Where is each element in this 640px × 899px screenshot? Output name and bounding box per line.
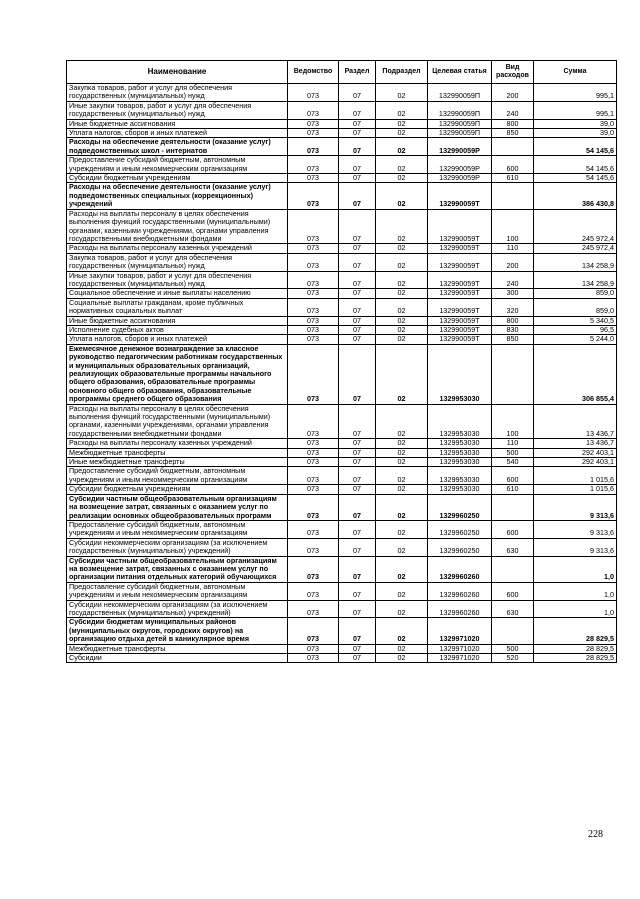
row-section: 07 bbox=[339, 448, 376, 457]
row-sum: 9 313,6 bbox=[534, 520, 617, 538]
row-section: 07 bbox=[339, 84, 376, 102]
row-target: 1329953030 bbox=[428, 467, 492, 485]
row-target: 132990059Т bbox=[428, 289, 492, 298]
row-subsection: 02 bbox=[376, 174, 428, 183]
row-section: 07 bbox=[339, 600, 376, 618]
row-sum: 28 829,5 bbox=[534, 644, 617, 653]
row-dept: 073 bbox=[288, 244, 339, 253]
row-dept: 073 bbox=[288, 101, 339, 119]
row-name: Субсидии частным общеобразовательным организациям на возмещение затрат, связанных с оказанием услуг по реализации основных общеобразовательных программ bbox=[67, 494, 288, 520]
header-section: Раздел bbox=[339, 61, 376, 84]
row-exptype: 600 bbox=[492, 156, 534, 174]
header-name: Наименование bbox=[67, 61, 288, 84]
row-target: 1329960260 bbox=[428, 600, 492, 618]
row-subsection: 02 bbox=[376, 644, 428, 653]
row-sum: 306 855,4 bbox=[534, 344, 617, 404]
row-dept: 073 bbox=[288, 183, 339, 209]
row-sum: 39,0 bbox=[534, 119, 617, 128]
row-exptype: 100 bbox=[492, 404, 534, 439]
row-target: 132990059Т bbox=[428, 253, 492, 271]
row-subsection: 02 bbox=[376, 129, 428, 138]
row-subsection: 02 bbox=[376, 582, 428, 600]
row-exptype: 630 bbox=[492, 538, 534, 556]
row-section: 07 bbox=[339, 439, 376, 448]
row-subsection: 02 bbox=[376, 520, 428, 538]
row-name: Расходы на выплаты персоналу в целях обеспечения выполнения функций государственными (муниципальными) органами, казенными учреждениями, органами управления государственными внебюджетными фондами bbox=[67, 209, 288, 244]
row-subsection: 02 bbox=[376, 600, 428, 618]
row-target: 1329960250 bbox=[428, 494, 492, 520]
row-target: 132990059Т bbox=[428, 271, 492, 289]
row-dept: 073 bbox=[288, 600, 339, 618]
table-row bbox=[67, 289, 617, 298]
row-section: 07 bbox=[339, 129, 376, 138]
row-exptype: 110 bbox=[492, 244, 534, 253]
header-sum: Сумма bbox=[534, 61, 617, 84]
row-dept: 073 bbox=[288, 119, 339, 128]
row-sum: 134 258,9 bbox=[534, 271, 617, 289]
row-subsection: 02 bbox=[376, 244, 428, 253]
row-sum: 859,0 bbox=[534, 298, 617, 316]
row-exptype: 240 bbox=[492, 101, 534, 119]
row-exptype: 600 bbox=[492, 467, 534, 485]
row-target: 132990059Т bbox=[428, 183, 492, 209]
row-sum: 995,1 bbox=[534, 101, 617, 119]
row-dept: 073 bbox=[288, 253, 339, 271]
table-row bbox=[67, 138, 617, 156]
row-sum: 386 430,8 bbox=[534, 183, 617, 209]
row-section: 07 bbox=[339, 138, 376, 156]
row-section: 07 bbox=[339, 298, 376, 316]
row-dept: 073 bbox=[288, 458, 339, 467]
row-exptype: 800 bbox=[492, 316, 534, 325]
row-section: 07 bbox=[339, 289, 376, 298]
row-name: Иные закупки товаров, работ и услуг для обеспечения государственных (муниципальных) нужд bbox=[67, 271, 288, 289]
row-sum: 54 145,6 bbox=[534, 138, 617, 156]
table-row bbox=[67, 644, 617, 653]
row-name: Иные бюджетные ассигнования bbox=[67, 119, 288, 128]
row-dept: 073 bbox=[288, 138, 339, 156]
row-dept: 073 bbox=[288, 644, 339, 653]
table-row bbox=[67, 129, 617, 138]
row-target: 132990059Т bbox=[428, 298, 492, 316]
row-section: 07 bbox=[339, 467, 376, 485]
row-section: 07 bbox=[339, 458, 376, 467]
row-target: 132990059Р bbox=[428, 174, 492, 183]
row-exptype: 500 bbox=[492, 644, 534, 653]
row-section: 07 bbox=[339, 101, 376, 119]
row-exptype: 800 bbox=[492, 119, 534, 128]
row-exptype: 500 bbox=[492, 448, 534, 457]
row-subsection: 02 bbox=[376, 458, 428, 467]
row-sum: 134 258,9 bbox=[534, 253, 617, 271]
header-subsection: Подраздел bbox=[376, 61, 428, 84]
table-row bbox=[67, 174, 617, 183]
row-section: 07 bbox=[339, 494, 376, 520]
row-exptype: 110 bbox=[492, 439, 534, 448]
row-dept: 073 bbox=[288, 271, 339, 289]
table-row bbox=[67, 654, 617, 663]
row-subsection: 02 bbox=[376, 494, 428, 520]
row-target: 132990059Т bbox=[428, 325, 492, 334]
row-dept: 073 bbox=[288, 298, 339, 316]
row-subsection: 02 bbox=[376, 316, 428, 325]
table-row bbox=[67, 404, 617, 439]
row-name: Предоставление субсидий бюджетным, автономным учреждениям и иным некоммерческим организациям bbox=[67, 156, 288, 174]
table-row bbox=[67, 467, 617, 485]
row-sum: 292 403,1 bbox=[534, 448, 617, 457]
row-section: 07 bbox=[339, 618, 376, 644]
row-subsection: 02 bbox=[376, 335, 428, 344]
row-dept: 073 bbox=[288, 209, 339, 244]
row-target: 132990059Т bbox=[428, 209, 492, 244]
row-section: 07 bbox=[339, 174, 376, 183]
row-exptype bbox=[492, 344, 534, 404]
row-sum: 1 015,6 bbox=[534, 467, 617, 485]
row-target: 132990059П bbox=[428, 119, 492, 128]
row-section: 07 bbox=[339, 654, 376, 663]
row-name: Социальные выплаты гражданам, кроме публичных нормативных социальных выплат bbox=[67, 298, 288, 316]
row-subsection: 02 bbox=[376, 439, 428, 448]
row-name: Межбюджетные трансферты bbox=[67, 644, 288, 653]
row-target: 1329960260 bbox=[428, 582, 492, 600]
row-name: Расходы на выплаты персоналу казенных учреждений bbox=[67, 439, 288, 448]
row-target: 1329971020 bbox=[428, 644, 492, 653]
row-name: Предоставление субсидий бюджетным, автономным учреждениям и иным некоммерческим организациям bbox=[67, 582, 288, 600]
row-name: Субсидии bbox=[67, 654, 288, 663]
row-exptype: 630 bbox=[492, 600, 534, 618]
row-sum: 245 972,4 bbox=[534, 244, 617, 253]
row-exptype: 100 bbox=[492, 209, 534, 244]
row-sum: 13 436,7 bbox=[534, 404, 617, 439]
row-dept: 073 bbox=[288, 174, 339, 183]
row-dept: 073 bbox=[288, 439, 339, 448]
row-sum: 9 313,6 bbox=[534, 494, 617, 520]
row-subsection: 02 bbox=[376, 138, 428, 156]
header-dept: Ведомство bbox=[288, 61, 339, 84]
row-sum: 54 145,6 bbox=[534, 156, 617, 174]
row-name: Субсидии бюджетным учреждениям bbox=[67, 174, 288, 183]
row-dept: 073 bbox=[288, 485, 339, 494]
row-target: 132990059Т bbox=[428, 335, 492, 344]
row-target: 1329953030 bbox=[428, 344, 492, 404]
row-dept: 073 bbox=[288, 448, 339, 457]
row-section: 07 bbox=[339, 335, 376, 344]
row-name: Закупка товаров, работ и услуг для обеспечения государственных (муниципальных) нужд bbox=[67, 253, 288, 271]
table-row bbox=[67, 84, 617, 102]
row-name: Уплата налогов, сборов и иных платежей bbox=[67, 335, 288, 344]
row-section: 07 bbox=[339, 209, 376, 244]
table-row bbox=[67, 439, 617, 448]
row-subsection: 02 bbox=[376, 325, 428, 334]
table-row bbox=[67, 618, 617, 644]
row-subsection: 02 bbox=[376, 467, 428, 485]
table-row bbox=[67, 156, 617, 174]
row-dept: 073 bbox=[288, 289, 339, 298]
table-row bbox=[67, 316, 617, 325]
row-section: 07 bbox=[339, 183, 376, 209]
row-sum: 5 340,5 bbox=[534, 316, 617, 325]
row-subsection: 02 bbox=[376, 448, 428, 457]
table-row bbox=[67, 271, 617, 289]
row-subsection: 02 bbox=[376, 344, 428, 404]
row-section: 07 bbox=[339, 253, 376, 271]
row-sum: 54 145,6 bbox=[534, 174, 617, 183]
row-section: 07 bbox=[339, 325, 376, 334]
row-dept: 073 bbox=[288, 325, 339, 334]
row-section: 07 bbox=[339, 644, 376, 653]
row-exptype: 200 bbox=[492, 253, 534, 271]
row-target: 132990059П bbox=[428, 129, 492, 138]
row-section: 07 bbox=[339, 344, 376, 404]
row-target: 1329960250 bbox=[428, 538, 492, 556]
row-sum: 1,0 bbox=[534, 556, 617, 582]
row-subsection: 02 bbox=[376, 485, 428, 494]
row-target: 132990059Р bbox=[428, 156, 492, 174]
row-section: 07 bbox=[339, 485, 376, 494]
row-target: 1329953030 bbox=[428, 458, 492, 467]
table-row bbox=[67, 335, 617, 344]
row-exptype bbox=[492, 618, 534, 644]
row-name: Предоставление субсидий бюджетным, автономным учреждениям и иным некоммерческим организациям bbox=[67, 520, 288, 538]
row-dept: 073 bbox=[288, 404, 339, 439]
row-name: Межбюджетные трансферты bbox=[67, 448, 288, 457]
table-row bbox=[67, 253, 617, 271]
row-subsection: 02 bbox=[376, 289, 428, 298]
row-sum: 292 403,1 bbox=[534, 458, 617, 467]
row-dept: 073 bbox=[288, 538, 339, 556]
header-exptype: Вид расходов bbox=[492, 61, 534, 84]
header-target: Целевая статья bbox=[428, 61, 492, 84]
row-name: Иные закупки товаров, работ и услуг для обеспечения государственных (муниципальных) нужд bbox=[67, 101, 288, 119]
row-sum: 5 244,0 bbox=[534, 335, 617, 344]
row-subsection: 02 bbox=[376, 538, 428, 556]
row-exptype: 300 bbox=[492, 289, 534, 298]
row-sum: 39,0 bbox=[534, 129, 617, 138]
row-exptype: 850 bbox=[492, 335, 534, 344]
row-dept: 073 bbox=[288, 654, 339, 663]
table-row bbox=[67, 556, 617, 582]
table-row bbox=[67, 183, 617, 209]
table-row bbox=[67, 538, 617, 556]
row-name: Уплата налогов, сборов и иных платежей bbox=[67, 129, 288, 138]
row-name: Иные бюджетные ассигнования bbox=[67, 316, 288, 325]
row-target: 1329971020 bbox=[428, 654, 492, 663]
row-target: 1329960260 bbox=[428, 556, 492, 582]
row-exptype: 850 bbox=[492, 129, 534, 138]
row-sum: 1,0 bbox=[534, 600, 617, 618]
row-exptype bbox=[492, 138, 534, 156]
row-name: Исполнение судебных актов bbox=[67, 325, 288, 334]
row-target: 1329953030 bbox=[428, 448, 492, 457]
table-row bbox=[67, 244, 617, 253]
table-row bbox=[67, 448, 617, 457]
row-section: 07 bbox=[339, 520, 376, 538]
budget-table bbox=[66, 60, 617, 663]
row-exptype: 830 bbox=[492, 325, 534, 334]
row-dept: 073 bbox=[288, 494, 339, 520]
row-dept: 073 bbox=[288, 344, 339, 404]
row-target: 132990059Т bbox=[428, 244, 492, 253]
row-exptype: 610 bbox=[492, 174, 534, 183]
row-dept: 073 bbox=[288, 556, 339, 582]
row-sum: 859,0 bbox=[534, 289, 617, 298]
row-exptype: 520 bbox=[492, 654, 534, 663]
row-name: Субсидии некоммерческим организациям (за исключением государственных (муниципальных) учреждений) bbox=[67, 600, 288, 618]
row-target: 1329960250 bbox=[428, 520, 492, 538]
row-subsection: 02 bbox=[376, 101, 428, 119]
table-row bbox=[67, 119, 617, 128]
row-name: Субсидии бюджетным учреждениям bbox=[67, 485, 288, 494]
row-dept: 073 bbox=[288, 84, 339, 102]
row-dept: 073 bbox=[288, 129, 339, 138]
table-row bbox=[67, 209, 617, 244]
row-subsection: 02 bbox=[376, 618, 428, 644]
row-section: 07 bbox=[339, 556, 376, 582]
row-name: Закупка товаров, работ и услуг для обеспечения государственных (муниципальных) нужд bbox=[67, 84, 288, 102]
row-sum: 245 972,4 bbox=[534, 209, 617, 244]
row-name: Ежемесячное денежное вознаграждение за классное руководство педагогическим работникам государственных и муниципальных образовательных организаций, реализующих образовательные программы начального общего образования, образовательные программы основного общего образования, образовательные программы среднего общего образования bbox=[67, 344, 288, 404]
table-row bbox=[67, 520, 617, 538]
row-exptype bbox=[492, 556, 534, 582]
row-target: 1329971020 bbox=[428, 618, 492, 644]
row-name: Субсидии бюджетам муниципальных районов (муниципальных округов, городских округов) на организацию отдыха детей в каникулярное время bbox=[67, 618, 288, 644]
row-name: Расходы на обеспечение деятельности (оказание услуг) подведомственных школ - интернатов bbox=[67, 138, 288, 156]
row-section: 07 bbox=[339, 271, 376, 289]
row-target: 1329953030 bbox=[428, 485, 492, 494]
table-body bbox=[67, 84, 617, 663]
row-subsection: 02 bbox=[376, 556, 428, 582]
row-sum: 995,1 bbox=[534, 84, 617, 102]
row-dept: 073 bbox=[288, 156, 339, 174]
row-target: 132990059Т bbox=[428, 316, 492, 325]
row-section: 07 bbox=[339, 119, 376, 128]
row-sum: 9 313,6 bbox=[534, 538, 617, 556]
row-subsection: 02 bbox=[376, 156, 428, 174]
row-target: 132990059П bbox=[428, 101, 492, 119]
row-section: 07 bbox=[339, 316, 376, 325]
row-target: 1329953030 bbox=[428, 439, 492, 448]
row-name: Социальное обеспечение и иные выплаты населению bbox=[67, 289, 288, 298]
row-name: Предоставление субсидий бюджетным, автономным учреждениям и иным некоммерческим организациям bbox=[67, 467, 288, 485]
row-dept: 073 bbox=[288, 582, 339, 600]
table-row bbox=[67, 325, 617, 334]
row-name: Расходы на обеспечение деятельности (оказание услуг) подведомственных специальных (коррекционных) учреждений bbox=[67, 183, 288, 209]
row-dept: 073 bbox=[288, 467, 339, 485]
row-exptype: 240 bbox=[492, 271, 534, 289]
row-exptype bbox=[492, 494, 534, 520]
table-row bbox=[67, 101, 617, 119]
row-name: Субсидии некоммерческим организациям (за исключением государственных (муниципальных) учреждений) bbox=[67, 538, 288, 556]
row-section: 07 bbox=[339, 582, 376, 600]
row-section: 07 bbox=[339, 244, 376, 253]
row-dept: 073 bbox=[288, 316, 339, 325]
row-exptype: 200 bbox=[492, 84, 534, 102]
row-dept: 073 bbox=[288, 618, 339, 644]
row-exptype bbox=[492, 183, 534, 209]
row-subsection: 02 bbox=[376, 654, 428, 663]
row-section: 07 bbox=[339, 156, 376, 174]
row-dept: 073 bbox=[288, 335, 339, 344]
table-row bbox=[67, 494, 617, 520]
row-name: Расходы на выплаты персоналу в целях обеспечения выполнения функций государственными (муниципальными) органами, казенными учреждениями, органами управления государственными внебюджетными фондами bbox=[67, 404, 288, 439]
table-row bbox=[67, 600, 617, 618]
row-section: 07 bbox=[339, 538, 376, 556]
row-subsection: 02 bbox=[376, 119, 428, 128]
row-name: Иные межбюджетные трансферты bbox=[67, 458, 288, 467]
row-section: 07 bbox=[339, 404, 376, 439]
table-row bbox=[67, 582, 617, 600]
table-header-row bbox=[67, 61, 617, 84]
row-exptype: 600 bbox=[492, 520, 534, 538]
table-row bbox=[67, 344, 617, 404]
row-sum: 28 829,5 bbox=[534, 618, 617, 644]
row-target: 132990059П bbox=[428, 84, 492, 102]
row-subsection: 02 bbox=[376, 253, 428, 271]
row-target: 132990059Р bbox=[428, 138, 492, 156]
row-name: Расходы на выплаты персоналу казенных учреждений bbox=[67, 244, 288, 253]
table-row bbox=[67, 458, 617, 467]
row-subsection: 02 bbox=[376, 404, 428, 439]
row-subsection: 02 bbox=[376, 271, 428, 289]
row-sum: 96,5 bbox=[534, 325, 617, 334]
row-dept: 073 bbox=[288, 520, 339, 538]
row-subsection: 02 bbox=[376, 209, 428, 244]
row-sum: 13 436,7 bbox=[534, 439, 617, 448]
row-target: 1329953030 bbox=[428, 404, 492, 439]
row-sum: 1 015,6 bbox=[534, 485, 617, 494]
row-subsection: 02 bbox=[376, 298, 428, 316]
row-sum: 28 829,5 bbox=[534, 654, 617, 663]
row-subsection: 02 bbox=[376, 84, 428, 102]
row-exptype: 610 bbox=[492, 485, 534, 494]
row-name: Субсидии частным общеобразовательным организациям на возмещение затрат, связанных с оказанием услуг по организации питания отдельных категорий обучающихся bbox=[67, 556, 288, 582]
row-subsection: 02 bbox=[376, 183, 428, 209]
page-number: 228 bbox=[588, 829, 603, 840]
row-exptype: 320 bbox=[492, 298, 534, 316]
row-exptype: 600 bbox=[492, 582, 534, 600]
table-row bbox=[67, 298, 617, 316]
row-sum: 1,0 bbox=[534, 582, 617, 600]
row-exptype: 540 bbox=[492, 458, 534, 467]
table-row bbox=[67, 485, 617, 494]
